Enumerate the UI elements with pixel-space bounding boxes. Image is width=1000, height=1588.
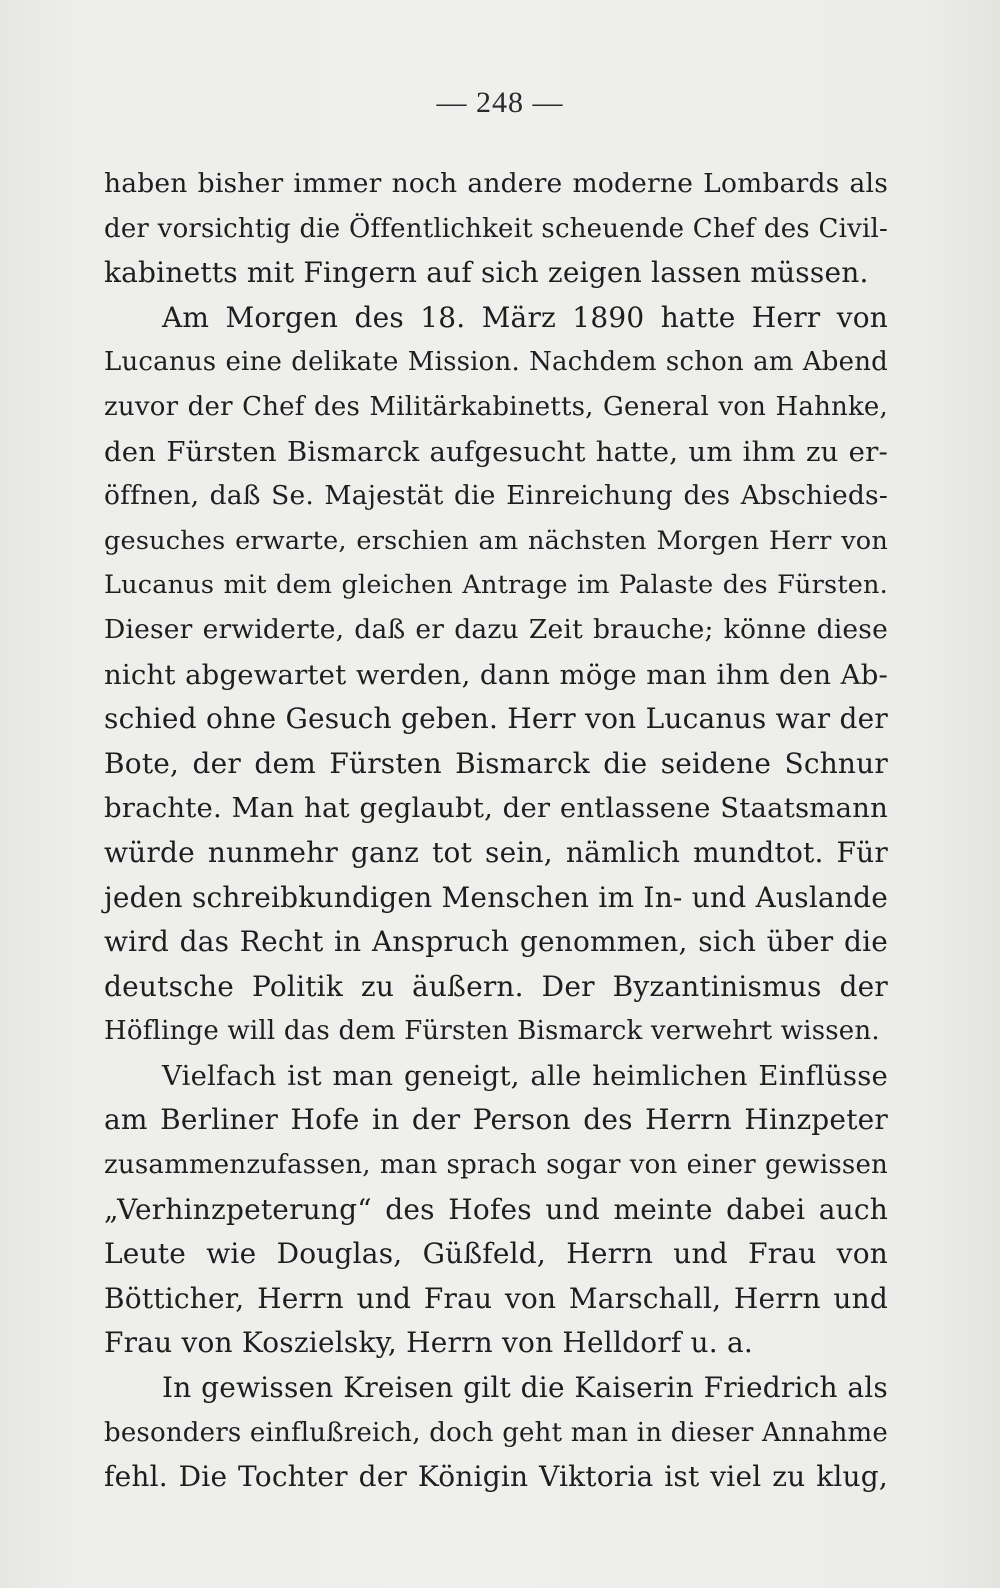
text-line: brachte. Man hat geglaubt, der entlassene Staatsmann: [104, 792, 888, 825]
text-line: Lucanus mit dem gleichen Antrage im Palaste des Fürsten.: [104, 570, 888, 601]
text-line: gesuches erwarte, erschien am nächsten Morgen Herr von: [104, 525, 888, 556]
text-line: jeden schreibkundigen Menschen im In- und Auslande: [104, 880, 888, 914]
text-line: Bote, der dem Fürsten Bismarck die seidene Schnur: [104, 746, 888, 780]
text-line: zusammenzufassen, man sprach sogar von einer gewissen: [104, 1150, 888, 1181]
text-line: zuvor der Chef des Militärkabinetts, General von Hahnke,: [104, 391, 888, 422]
text-line: am Berliner Hofe in der Person des Herrn Hinzpeter: [104, 1103, 888, 1137]
text-line: Bötticher, Herrn und Frau von Marschall, Herrn und: [104, 1281, 888, 1315]
text-line: deutsche Politik zu äußern. Der Byzantinismus der: [104, 969, 888, 1003]
text-line: wird das Recht in Anspruch genommen, sich über die: [104, 925, 888, 959]
page-number: — 248 —: [436, 86, 564, 119]
text-line: Dieser erwiderte, daß er dazu Zeit brauche; könne diese: [104, 613, 888, 645]
text-line: Frau von Koszielsky, Herrn von Helldorf u. a.: [104, 1326, 753, 1360]
text-line: kabinetts mit Fingern auf sich zeigen lassen müssen.: [104, 256, 869, 290]
text-line: nicht abgewartet werden, dann möge man ihm den Ab-: [104, 658, 888, 691]
text-line: Leute wie Douglas, Güßfeld, Herrn und Frau von: [104, 1237, 888, 1271]
text-line: Höflinge will das dem Fürsten Bismarck verwehrt wissen.: [104, 1016, 880, 1047]
text-line: haben bisher immer noch andere moderne Lombards als: [104, 168, 888, 199]
text-line: den Fürsten Bismarck aufgesucht hatte, um ihm zu er-: [104, 435, 888, 468]
text-line: schied ohne Gesuch geben. Herr von Lucanus war der: [104, 702, 888, 736]
text-line: Lucanus eine delikate Mission. Nachdem schon am Abend: [104, 347, 888, 378]
text-line: würde nunmehr ganz tot sein, nämlich mundtot. Für: [104, 835, 888, 869]
text-line: „Verhinzpeterung“ des Hofes und meinte dabei auch: [104, 1192, 888, 1226]
text-line: Vielfach ist man geneigt, alle heimlichen Einflüsse: [162, 1059, 888, 1092]
text-line: besonders einflußreich, doch geht man in dieser Annahme: [104, 1417, 888, 1448]
text-line: fehl. Die Tochter der Königin Viktoria ist viel zu klug,: [104, 1460, 888, 1494]
text-line: der vorsichtig die Öffentlichkeit scheuende Chef des Civil-: [104, 213, 888, 244]
text-line: In gewissen Kreisen gilt die Kaiserin Friedrich als: [162, 1371, 888, 1405]
text-line: öffnen, daß Se. Majestät die Einreichung des Abschieds-: [104, 480, 888, 512]
body-text: [104, 162, 888, 1500]
text-line: Am Morgen des 18. März 1890 hatte Herr von: [162, 300, 888, 334]
